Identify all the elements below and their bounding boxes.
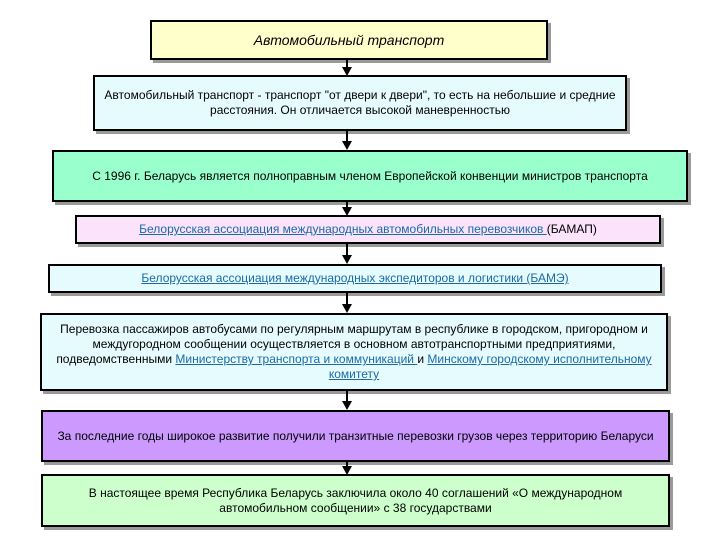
bamap-link[interactable]: Белорусская ассоциация международных автомобильных перевозчиков: [139, 222, 547, 236]
convention-box: [52, 150, 688, 202]
bamap-abbr: (БАМАП): [546, 222, 597, 236]
definition-text: Автомобильный транспорт - транспорт "от двери к двери", то есть на небольшие и средние расстояния. Он отличается высокой маневренностью: [104, 88, 616, 117]
definition-box: [93, 75, 627, 131]
ministry-link[interactable]: Министерству транспорта и коммуникаций: [175, 352, 418, 366]
title-box: [150, 20, 548, 60]
transit-text: За последние годы широкое развитие получили транзитные перевозки грузов через территорию Беларуси: [57, 428, 654, 443]
passenger-text-main: Перевозка пассажиров автобусами по регулярным маршрутам в республике в городском, пригородном и междугородном сообщении осуществляется в основном автотранспортными предприятиями, подведомственными: [56, 322, 648, 366]
agreements-box: [41, 474, 670, 527]
bame-text: [141, 271, 568, 286]
bame-box: [48, 264, 662, 293]
bamap-box: [75, 215, 661, 244]
bame-link[interactable]: Белорусская ассоциация международных экспедиторов и логистики (БАМЭ): [141, 271, 569, 285]
transit-box: [41, 410, 670, 462]
bamap-text: [139, 222, 597, 237]
passenger-box: [40, 313, 668, 391]
passenger-text-and: и: [417, 352, 428, 366]
title-text: Автомобильный транспорт: [253, 31, 445, 48]
minsk-committee-link[interactable]: Минскому городскому исполнительному комитету: [328, 352, 652, 381]
passenger-text: [50, 322, 658, 382]
convention-text: С 1996 г. Беларусь является полноправным членом Европейской конвенции министров транспорта: [92, 168, 648, 183]
agreements-text: В настоящее время Республика Беларусь заключила около 40 соглашений «О международном автомобильном сообщении» с 38 государствами: [88, 485, 623, 515]
